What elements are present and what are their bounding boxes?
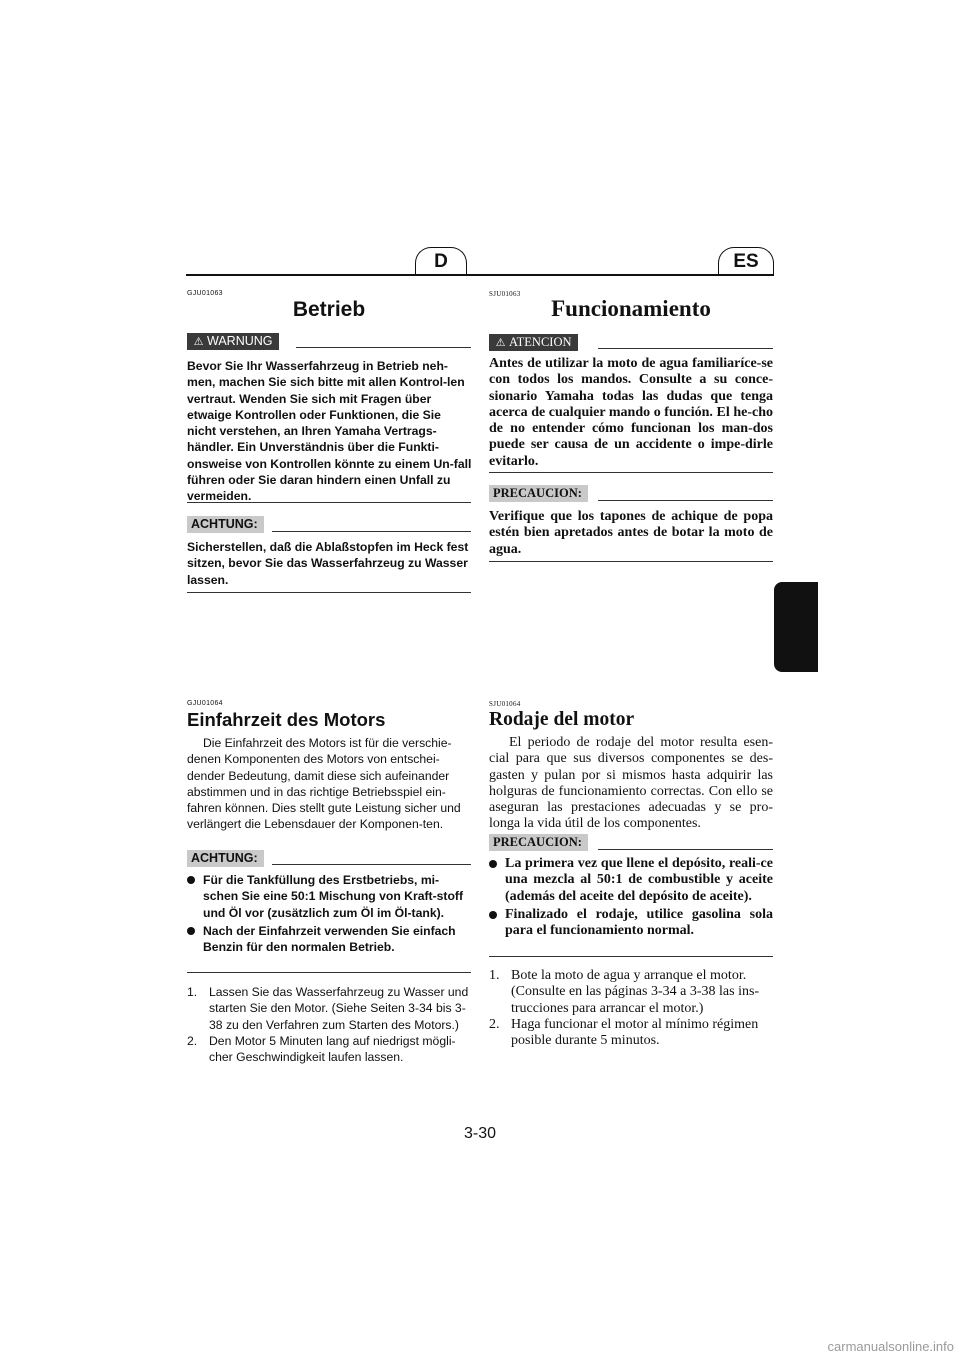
warning-text-es: Antes de utilizar la moto de agua familiaríce-se con todos los mandos. Consulte a su conce-sionario Yamaha todas las dudas que tenga acerca de cualquier mando o función. El he-cho de no entender cómo funcionan los man-dos puede ser causa de un accidente o impe-dirle evitarlo. (489, 356, 773, 469)
list-item: La primera vez que llene el depósito, reali-ce una mezcla al 50:1 de combustible y aceite (además del aceite del depósito de aceite). (489, 856, 773, 905)
section-code-de-2: GJU01064 (187, 700, 223, 707)
caution-rule-de-2 (272, 864, 471, 865)
caution-text-de-1: Sicherstellen, daß die Ablaßstopfen im Heck fest sitzen, bevor Sie das Wasserfahrzeug zu Wasser lassen. (187, 540, 469, 587)
caution-end-rule-de-2 (187, 972, 471, 973)
steps-list-es (489, 968, 775, 1049)
warning-rule-de (296, 347, 471, 348)
warning-badge-es (489, 334, 578, 351)
caution-badge-de-2: ACHTUNG: (187, 850, 264, 867)
list-item: 1. Lassen Sie das Wasserfahrzeug zu Wasser und starten Sie den Motor. (Siehe Seiten 3-34 bis 3-38 zu den Verfahren zum Starten des Motors.) (187, 985, 469, 1032)
list-item: 1. Bote la moto de agua y arranque el motor. (Consulte en las páginas 3-34 a 3-38 las ins-trucciones para arrancar el motor.) (489, 968, 760, 1016)
list-item: Für die Tankfüllung des Erstbetriebs, mi-schen Sie eine 50:1 Mischung von Kraft-stoff und Öl vor (zusätzlich zum Öl im Öl-tank). (187, 872, 471, 921)
list-item: Finalizado el rodaje, utilice gasolina sola para el funcionamiento normal. (489, 907, 773, 940)
warning-triangle-icon: ⚠ (495, 337, 506, 349)
caution-end-rule-es-2 (489, 956, 773, 957)
section-title-es-2: Rodaje del motor (489, 709, 635, 730)
bullet-icon (489, 860, 497, 868)
warning-badge-de (187, 333, 279, 350)
language-tab-es: ES (718, 247, 774, 275)
warning-end-rule-es (489, 472, 773, 473)
caution-text-es-1: Verifique que los tapones de achique de popa estén bien apretados antes de botar la moto de agua. (489, 509, 773, 557)
bullet-list-de (187, 872, 471, 955)
list-item: Nach der Einfahrzeit verwenden Sie einfach Benzin für den normalen Betrieb. (187, 923, 471, 956)
caution-badge-es-1: PRECAUCION: (489, 485, 588, 502)
section-title-de-1: Betrieb (292, 298, 366, 321)
section-code-es-1: SJU01063 (489, 290, 521, 298)
footer-watermark: carmanualsonline.info (827, 1339, 954, 1354)
warning-label-es: ATENCION (509, 335, 572, 349)
section-code-de-1: GJU01063 (187, 290, 223, 297)
intro-text-de: Die Einfahrzeit des Motors ist für die verschie-denen Komponenten des Motors von entschei-dender Bedeutung, damit diese sich aufeinander abstimmen und in das richtige Betriebsspiel ein-fahren können. Dies stellt gute Leistung sicher und verlängert die Lebensdauer der Komponen-ten. (187, 736, 461, 832)
caution-rule-es-2 (598, 849, 773, 850)
caution-end-rule-de-1 (187, 592, 471, 593)
header-rule (186, 274, 774, 276)
section-title-es-1: Funcionamiento (551, 296, 711, 321)
bullet-icon (187, 876, 195, 884)
language-tab-d: D (415, 247, 467, 275)
warning-end-rule-de (187, 502, 471, 503)
caution-badge-es-2: PRECAUCION: (489, 834, 588, 851)
warning-rule-es (598, 348, 773, 349)
section-code-es-2: SJU01064 (489, 700, 521, 708)
steps-list-de (187, 984, 473, 1065)
caution-badge-de-1: ACHTUNG: (187, 516, 264, 533)
warning-label-de: WARNUNG (207, 334, 273, 348)
chapter-thumb-tab (774, 582, 818, 672)
caution-rule-de-1 (272, 531, 471, 532)
list-item: 2. Haga funcionar el motor al mínimo régimen posible durante 5 minutos. (489, 1016, 759, 1049)
warning-triangle-icon: ⚠ (193, 336, 204, 348)
bullet-list-es (489, 856, 773, 939)
caution-end-rule-es-1 (489, 561, 773, 562)
caution-rule-es-1 (598, 500, 773, 501)
section-title-de-2: Einfahrzeit des Motors (187, 709, 386, 730)
list-item: 2. Den Motor 5 Minuten lang auf niedrigst mögli-cher Geschwindigkeit laufen lassen. (187, 1033, 456, 1065)
warning-text-de: Bevor Sie Ihr Wasserfahrzeug in Betrieb neh-men, machen Sie sich bitte mit allen Kontrol-len vertraut. Wenden Sie sich mit Fragen über etwaige Kontrollen oder Funktionen, die Sie nicht verstehen, an Ihren Yamaha Vertrags-händler. Ein Unverständnis über die Funkti-onsweise von Kontrollen könnte zu einem Un-fall führen oder Sie daran hindern einen Unfall zu vermeiden. (187, 359, 472, 504)
bullet-icon (187, 927, 195, 935)
bullet-icon (489, 911, 497, 919)
page-number: 3-30 (463, 1125, 497, 1142)
intro-text-es: El periodo de rodaje del motor resulta esen-cial para que sus diversos componentes se des-gasten y pulan por si mismos hasta adquirir las holguras de funcionamiento correctas. Con ello se aseguran las prestaciones adecuadas y se pro-longa la vida útil de los componentes. (489, 735, 773, 832)
